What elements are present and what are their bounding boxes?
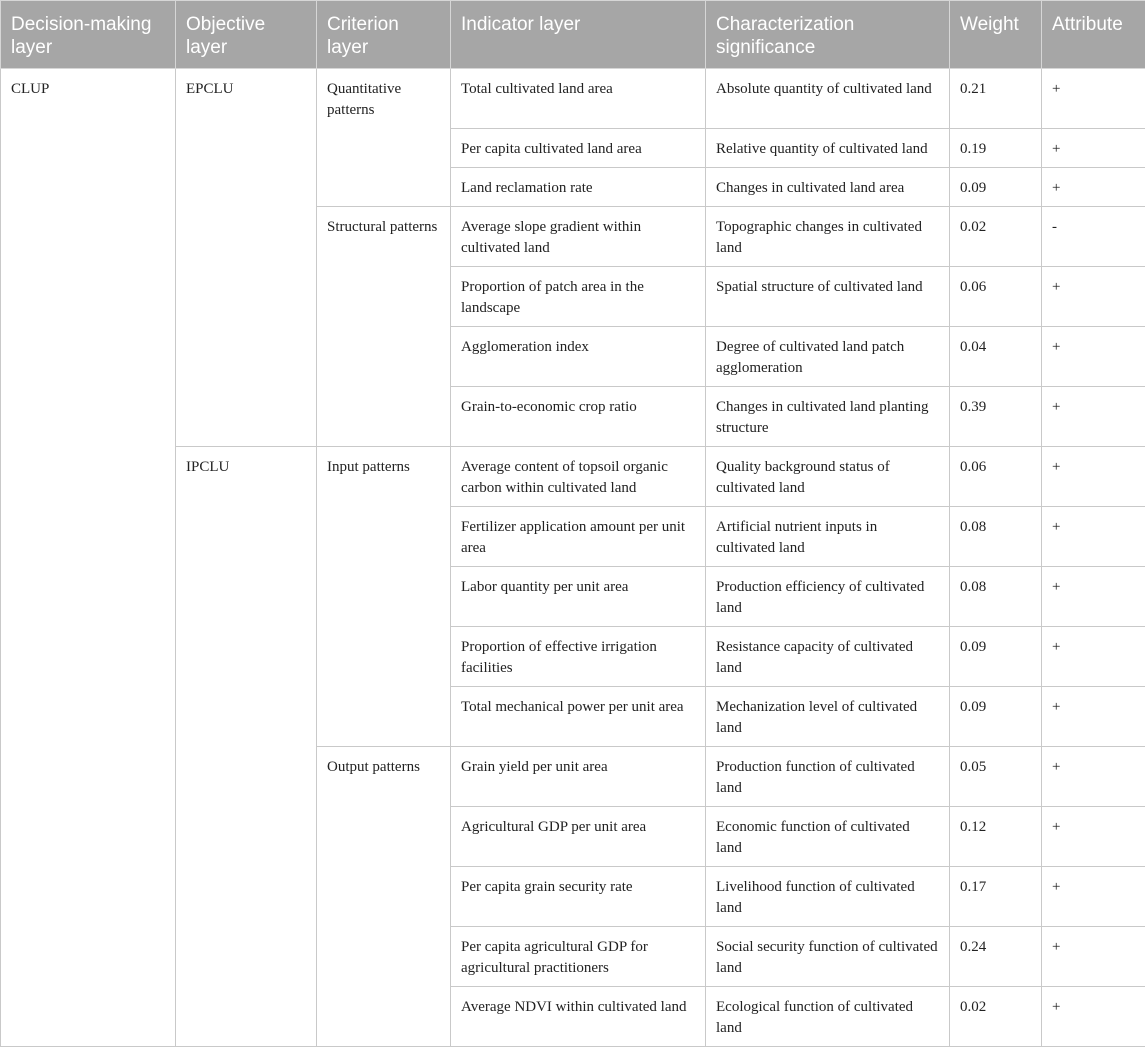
indicator-cell: Agricultural GDP per unit area bbox=[451, 807, 706, 867]
weight-cell: 0.21 bbox=[950, 69, 1042, 129]
criterion-cell-output: Output patterns bbox=[317, 747, 451, 1047]
objective-cell-ipclu: IPCLU bbox=[176, 447, 317, 1047]
indicator-cell: Per capita grain security rate bbox=[451, 867, 706, 927]
significance-cell: Mechanization level of cultivated land bbox=[706, 687, 950, 747]
decision-layer-cell: CLUP bbox=[1, 69, 176, 1047]
indicator-cell: Fertilizer application amount per unit area bbox=[451, 507, 706, 567]
significance-cell: Livelihood function of cultivated land bbox=[706, 867, 950, 927]
weight-cell: 0.09 bbox=[950, 168, 1042, 207]
attribute-cell: + bbox=[1042, 687, 1145, 747]
attribute-cell: + bbox=[1042, 507, 1145, 567]
criterion-cell-structural: Structural patterns bbox=[317, 207, 451, 447]
significance-cell: Relative quantity of cultivated land bbox=[706, 129, 950, 168]
significance-cell: Changes in cultivated land area bbox=[706, 168, 950, 207]
attribute-cell: + bbox=[1042, 747, 1145, 807]
objective-cell-epclu: EPCLU bbox=[176, 69, 317, 447]
weight-cell: 0.19 bbox=[950, 129, 1042, 168]
attribute-cell: + bbox=[1042, 69, 1145, 129]
header-decision-layer: Decision-making layer bbox=[1, 1, 176, 69]
attribute-cell: + bbox=[1042, 168, 1145, 207]
weight-cell: 0.08 bbox=[950, 507, 1042, 567]
weight-cell: 0.02 bbox=[950, 987, 1042, 1047]
indicator-cell: Total mechanical power per unit area bbox=[451, 687, 706, 747]
weight-cell: 0.17 bbox=[950, 867, 1042, 927]
attribute-cell: - bbox=[1042, 207, 1145, 267]
attribute-cell: + bbox=[1042, 567, 1145, 627]
weight-cell: 0.12 bbox=[950, 807, 1042, 867]
weight-cell: 0.39 bbox=[950, 387, 1042, 447]
header-criterion-layer: Criterion layer bbox=[317, 1, 451, 69]
attribute-cell: + bbox=[1042, 987, 1145, 1047]
significance-cell: Changes in cultivated land planting structure bbox=[706, 387, 950, 447]
attribute-cell: + bbox=[1042, 627, 1145, 687]
attribute-cell: + bbox=[1042, 327, 1145, 387]
indicator-cell: Average NDVI within cultivated land bbox=[451, 987, 706, 1047]
weight-cell: 0.24 bbox=[950, 927, 1042, 987]
attribute-cell: + bbox=[1042, 447, 1145, 507]
header-row bbox=[1, 1, 1145, 69]
significance-cell: Production efficiency of cultivated land bbox=[706, 567, 950, 627]
attribute-cell: + bbox=[1042, 129, 1145, 168]
indicator-cell: Grain yield per unit area bbox=[451, 747, 706, 807]
header-weight: Weight bbox=[950, 1, 1042, 69]
significance-cell: Resistance capacity of cultivated land bbox=[706, 627, 950, 687]
indicator-cell: Average slope gradient within cultivated land bbox=[451, 207, 706, 267]
indicator-cell: Average content of topsoil organic carbon within cultivated land bbox=[451, 447, 706, 507]
header-objective-layer: Objective layer bbox=[176, 1, 317, 69]
weight-cell: 0.08 bbox=[950, 567, 1042, 627]
significance-cell: Ecological function of cultivated land bbox=[706, 987, 950, 1047]
criterion-cell-quantitative: Quantitative patterns bbox=[317, 69, 451, 207]
indicator-cell: Labor quantity per unit area bbox=[451, 567, 706, 627]
attribute-cell: + bbox=[1042, 807, 1145, 867]
indicator-cell: Grain-to-economic crop ratio bbox=[451, 387, 706, 447]
significance-cell: Spatial structure of cultivated land bbox=[706, 267, 950, 327]
significance-cell: Production function of cultivated land bbox=[706, 747, 950, 807]
indicator-cell: Land reclamation rate bbox=[451, 168, 706, 207]
significance-cell: Artificial nutrient inputs in cultivated land bbox=[706, 507, 950, 567]
header-attribute: Attribute bbox=[1042, 1, 1145, 69]
weight-cell: 0.02 bbox=[950, 207, 1042, 267]
attribute-cell: + bbox=[1042, 927, 1145, 987]
weight-cell: 0.05 bbox=[950, 747, 1042, 807]
indicator-cell: Total cultivated land area bbox=[451, 69, 706, 129]
indicator-cell: Agglomeration index bbox=[451, 327, 706, 387]
weight-cell: 0.09 bbox=[950, 687, 1042, 747]
attribute-cell: + bbox=[1042, 867, 1145, 927]
weight-cell: 0.06 bbox=[950, 267, 1042, 327]
significance-cell: Economic function of cultivated land bbox=[706, 807, 950, 867]
weight-cell: 0.09 bbox=[950, 627, 1042, 687]
criterion-cell-input: Input patterns bbox=[317, 447, 451, 747]
header-indicator-layer: Indicator layer bbox=[451, 1, 706, 69]
indicator-cell: Per capita cultivated land area bbox=[451, 129, 706, 168]
attribute-cell: + bbox=[1042, 267, 1145, 327]
weight-cell: 0.06 bbox=[950, 447, 1042, 507]
significance-cell: Social security function of cultivated land bbox=[706, 927, 950, 987]
significance-cell: Topographic changes in cultivated land bbox=[706, 207, 950, 267]
table-row bbox=[1, 69, 1145, 129]
indicator-cell: Per capita agricultural GDP for agricultural practitioners bbox=[451, 927, 706, 987]
significance-cell: Absolute quantity of cultivated land bbox=[706, 69, 950, 129]
indicator-cell: Proportion of effective irrigation facilities bbox=[451, 627, 706, 687]
weight-cell: 0.04 bbox=[950, 327, 1042, 387]
significance-cell: Quality background status of cultivated land bbox=[706, 447, 950, 507]
header-characterization-significance: Characterization significance bbox=[706, 1, 950, 69]
significance-cell: Degree of cultivated land patch agglomeration bbox=[706, 327, 950, 387]
indicator-cell: Proportion of patch area in the landscape bbox=[451, 267, 706, 327]
attribute-cell: + bbox=[1042, 387, 1145, 447]
